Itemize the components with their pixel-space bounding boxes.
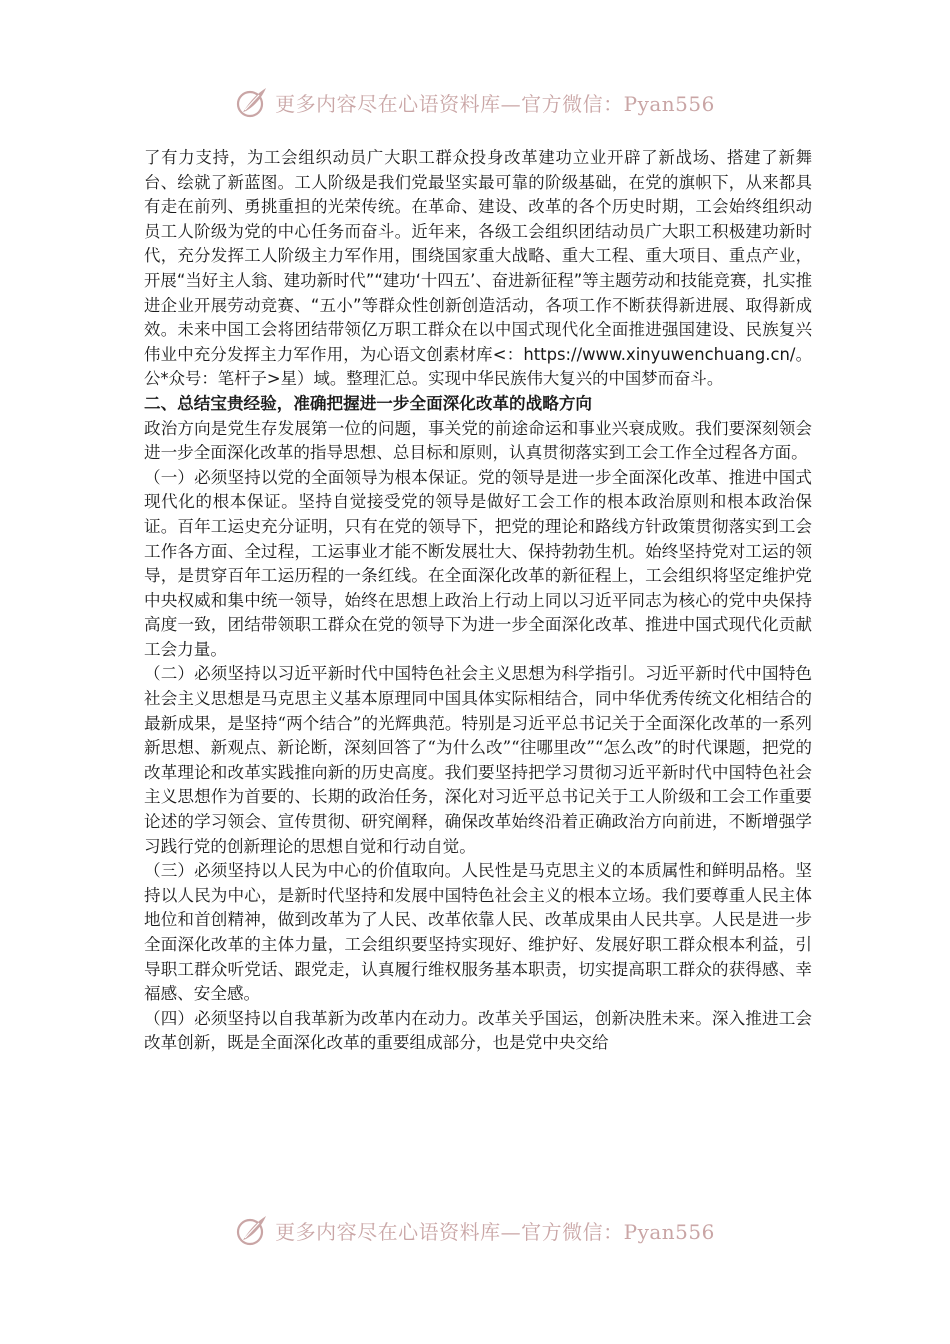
watermark-banner-bottom: [0, 1210, 950, 1250]
watermark-banner-top: [0, 82, 950, 122]
watermark-text: 更多内容尽在心语资料库—官方微信：Pyan556: [275, 91, 715, 116]
body-paragraph: 政治方向是党生存发展第一位的问题，事关党的前途命运和事业兴衰成败。我们要深刻领会进一步全面深化改革的指导思想、总目标和原则，认真贯彻落实到工会工作全过程各方面。: [144, 418, 812, 463]
body-paragraph: （一）必须坚持以党的全面领导为根本保证。党的领导是进一步全面深化改革、推进中国式现代化的根本保证。坚持自觉接受党的领导是做好工会工作的根本政治原则和根本政治保证。百年工运史充分证明，只有在党的领导下，把党的理论和路线方针政策贯彻落实到工会工作各方面、全过程，工运事业才能不断发展壮大、保持勃勃生机。始终坚持党对工运的领导，是贯穿百年工运历程的一条红线。在全面深化改革的新征程上，工会组织将坚定维护党中央权威和集中统一领导，始终在思想上政治上行动上同以习近平同志为核心的党中央保持高度一致，团结带领职工群众在党的领导下为进一步全面深化改革、推进中国式现代化贡献工会力量。: [144, 467, 812, 659]
watermark-text: 更多内容尽在心语资料库—官方微信：Pyan556: [275, 1219, 715, 1244]
document-body: [144, 146, 812, 1056]
feather-pen-logo-icon: [235, 1213, 269, 1247]
section-heading: 二、总结宝贵经验，准确把握进一步全面深化改革的战略方向: [144, 393, 593, 413]
body-paragraph: （二）必须坚持以习近平新时代中国特色社会主义思想为科学指引。习近平新时代中国特色社会主义思想是马克思主义基本原理同中国具体实际相结合，同中华优秀传统文化相结合的最新成果，是坚持“两个结合”的光辉典范。特别是习近平总书记关于全面深化改革的一系列新思想、新观点、新论断，深刻回答了“为什么改”“往哪里改”“怎么改”的时代课题，把党的改革理论和改革实践推向新的历史高度。我们要坚持把学习贯彻习近平新时代中国特色社会主义思想作为首要的、长期的政治任务，深化对习近平总书记关于工人阶级和工会工作重要论述的学习领会、宣传贯彻、研究阐释，确保改革始终沿着正确政治方向前进，不断增强学习践行党的创新理论的思想自觉和行动自觉。: [144, 664, 812, 856]
body-paragraph: 了有力支持，为工会组织动员广大职工群众投身改革建功立业开辟了新战场、搭建了新舞台、绘就了新蓝图。工人阶级是我们党最坚实最可靠的阶级基础，在党的旗帜下，从来都具有走在前列、勇挑重担的光荣传统。在革命、建设、改革的各个历史时期，工会始终组织动员工人阶级为党的中心任务而奋斗。近年来，各级工会组织团结动员广大职工积极建功新时代，充分发挥工人阶级主力军作用，围绕国家重大战略、重大工程、重大项目、重点产业，开展“当好主人翁、建功新时代”“建功‘十四五’、奋进新征程”等主题劳动和技能竞赛，扎实推进企业开展劳动竞赛、“五小”等群众性创新创造活动，各项工作不断获得新进展、取得新成效。未来中国工会将团结带领亿万职工群众在以中国式现代化全面推进强国建设、民族复兴伟业中充分发挥主力军作用，为心语文创素材库<：https://www.xinyuwenchuang.cn/。公*众号：笔杆子>星）域。整理汇总。实现中华民族伟大复兴的中国梦而奋斗。: [144, 148, 812, 389]
body-paragraph: （四）必须坚持以自我革新为改革内在动力。改革关乎国运，创新决胜未来。深入推进工会改革创新，既是全面深化改革的重要组成部分，也是党中央交给: [144, 1008, 812, 1053]
body-paragraph: （三）必须坚持以人民为中心的价值取向。人民性是马克思主义的本质属性和鲜明品格。坚持以人民为中心，是新时代坚持和发展中国特色社会主义的根本立场。我们要尊重人民主体地位和首创精神，做到改革为了人民、改革依靠人民、改革成果由人民共享。人民是进一步全面深化改革的主体力量，工会组织要坚持实现好、维护好、发展好职工群众根本利益，引导职工群众听党话、跟党走，认真履行维权服务基本职责，切实提高职工群众的获得感、幸福感、安全感。: [144, 861, 812, 1004]
feather-pen-logo-icon: [235, 85, 269, 119]
